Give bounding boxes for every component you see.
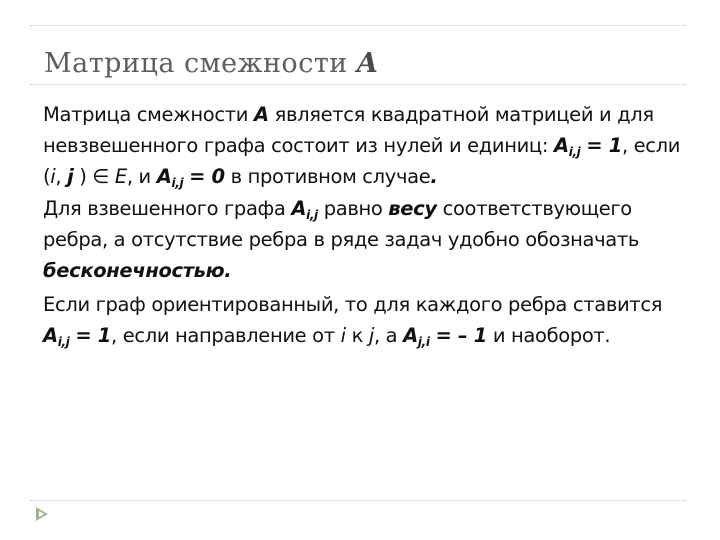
variable-j: j [67, 165, 74, 188]
matrix-symbol: A [156, 165, 172, 188]
element-of-symbol: ) ∈ [79, 165, 110, 188]
text-run: Матрица смежности [43, 103, 249, 126]
text-run: Для взвешенного графа [43, 197, 286, 220]
slide-title [44, 48, 378, 79]
formula-value: = 0 [189, 165, 225, 188]
text-run: , а [373, 324, 398, 347]
edge-set-symbol: E [114, 165, 127, 188]
text-line [43, 99, 693, 130]
text-run: . [224, 259, 232, 282]
index-subscript: i,j [171, 176, 184, 190]
text-run: равно [323, 197, 383, 220]
next-slide-arrow-icon[interactable] [34, 506, 50, 522]
index-subscript: i,j [568, 145, 581, 159]
text-run: ( [43, 165, 51, 188]
text-run: является квадратной матрицей и для [274, 103, 654, 126]
formula-value: = 1 [586, 134, 622, 157]
text-run: , если [621, 134, 681, 157]
matrix-symbol: A [553, 134, 569, 157]
text-line [43, 224, 693, 255]
matrix-symbol: A [291, 197, 307, 220]
text-run: в противном случае [230, 165, 431, 188]
text-run: , [55, 165, 62, 188]
paragraph-weighted [43, 193, 693, 286]
slide-body [43, 99, 693, 351]
matrix-symbol: A [43, 324, 58, 347]
slide-title-text: Матрица смежности [44, 48, 348, 79]
variable-i: i [340, 324, 346, 347]
index-subscript: i,j [57, 335, 70, 349]
text-run: . [430, 165, 438, 188]
text-run: и наоборот. [492, 324, 611, 347]
text-run: ребра, а отсутствие ребра в ряде задач удобно обозначать [43, 228, 640, 251]
emphasis-infinity: бесконечностью [43, 259, 225, 282]
text-run: , и [126, 165, 151, 188]
text-run: Если граф ориентированный, то для каждого ребра ставится [43, 293, 663, 316]
text-line [43, 289, 693, 320]
text-run: невзвешенного графа состоит из нулей и единиц: [43, 134, 549, 157]
text-line [43, 320, 693, 351]
text-line [43, 130, 693, 161]
text-run: соответствующего [442, 197, 632, 220]
formula-value: = – 1 [435, 324, 487, 347]
variable-j: j [368, 324, 374, 347]
index-subscript: i,j [306, 208, 318, 222]
variable-i: i [50, 165, 56, 188]
text-run: к [351, 324, 363, 347]
footer-divider [30, 500, 686, 501]
top-divider [30, 25, 686, 26]
formula-value: = 1 [75, 324, 112, 347]
text-line [43, 255, 693, 286]
slide-title-variable: A [356, 48, 379, 79]
text-run: , если направление от [111, 324, 335, 347]
title-divider [30, 84, 686, 85]
index-subscript: j,i [417, 335, 430, 349]
text-line [43, 161, 693, 192]
text-line [43, 193, 693, 224]
paragraph-definition [43, 99, 693, 192]
matrix-symbol: A [403, 324, 418, 347]
paragraph-directed [43, 289, 693, 351]
emphasis-weight: весу [388, 197, 437, 220]
matrix-symbol: A [253, 103, 269, 126]
